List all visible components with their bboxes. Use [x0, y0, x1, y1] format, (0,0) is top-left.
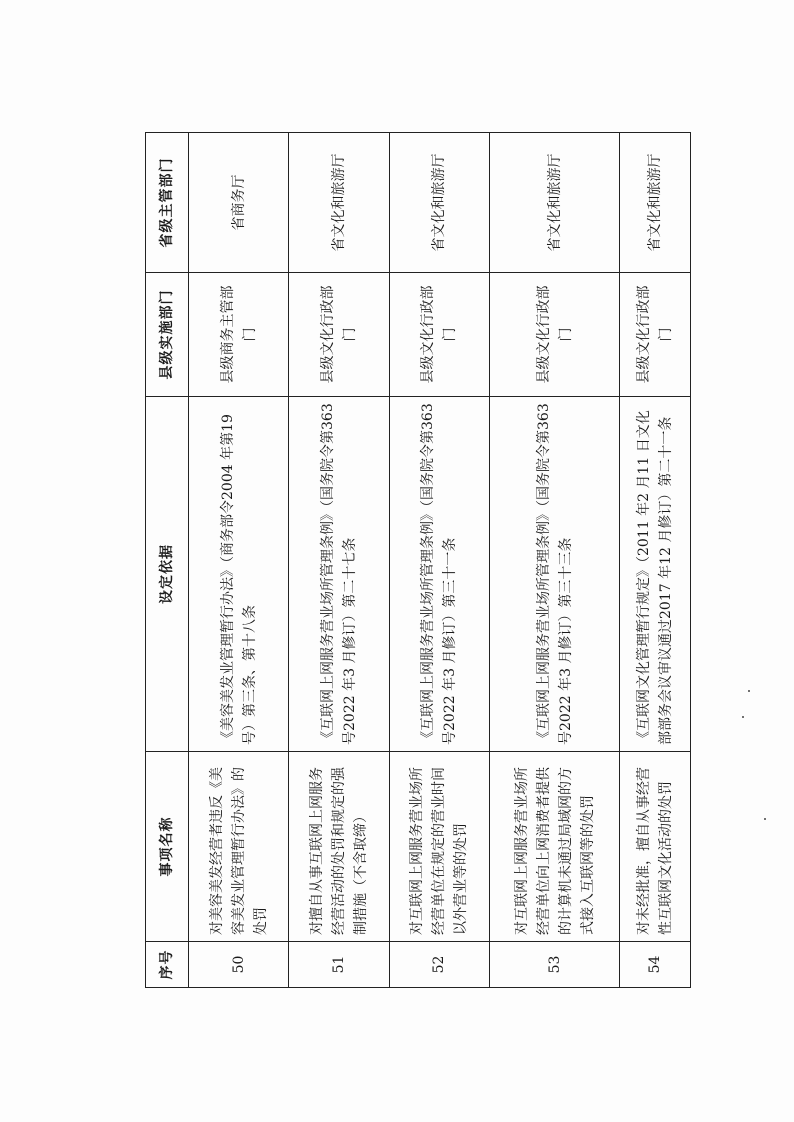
table-row — [289, 133, 389, 988]
table-row — [620, 133, 691, 988]
province-department: 省文化和旅游厅 — [289, 133, 389, 273]
item-name: 对未经批准，擅自从事经营性互联网文化活动的处罚 — [620, 752, 691, 942]
table-row — [490, 133, 620, 988]
scan-speck — [764, 818, 766, 820]
row-number: 53 — [490, 942, 620, 988]
scan-speck — [742, 716, 744, 718]
county-department: 县级文化行政部门 — [389, 273, 489, 397]
legal-basis: 《互联网上网服务营业场所管理条例》（国务院令第363 号2022 年3 月修订）第三十三条 — [490, 397, 620, 752]
county-department: 县级文化行政部门 — [289, 273, 389, 397]
row-number: 51 — [289, 942, 389, 988]
province-department: 省文化和旅游厅 — [620, 133, 691, 273]
header-province: 省级主管部门 — [146, 133, 189, 273]
header-basis: 设定依据 — [146, 397, 189, 752]
legal-basis: 《互联网文化管理暂行规定》（2011 年2 月11 日文化部部务会议审议通过2017 年12 月修订）第二十一条 — [620, 397, 691, 752]
table-row — [189, 133, 289, 988]
table-row — [389, 133, 489, 988]
item-name: 对互联网上网服务营业场所经营单位在规定的营业时间以外营业等的处罚 — [389, 752, 489, 942]
legal-basis: 《互联网上网服务营业场所管理条例》（国务院令第363 号2022 年3 月修订）第二十七条 — [289, 397, 389, 752]
item-name: 对擅自从事互联网上网服务经营活动的处罚和规定的强制措施（不含取缔） — [289, 752, 389, 942]
header-county: 县级实施部门 — [146, 273, 189, 397]
legal-basis: 《美容美发业管理暂行办法》（商务部令2004 年第19 号）第三条、第十八条 — [189, 397, 289, 752]
legal-basis: 《互联网上网服务营业场所管理条例》（国务院令第363 号2022 年3 月修订）第三十一条 — [389, 397, 489, 752]
row-number: 50 — [189, 942, 289, 988]
county-department: 县级商务主管部门 — [189, 273, 289, 397]
county-department: 县级文化行政部门 — [620, 273, 691, 397]
row-number: 52 — [389, 942, 489, 988]
province-department: 省文化和旅游厅 — [490, 133, 620, 273]
row-number: 54 — [620, 942, 691, 988]
county-department: 县级文化行政部门 — [490, 273, 620, 397]
rotated-table-container — [145, 133, 691, 988]
item-name: 对互联网上网服务营业场所经营单位向上网消费者提供的计算机未通过局域网的方式接入互联网等的处罚 — [490, 752, 620, 942]
header-num: 序号 — [146, 942, 189, 988]
province-department: 省商务厅 — [189, 133, 289, 273]
province-department: 省文化和旅游厅 — [389, 133, 489, 273]
enforcement-items-table — [145, 132, 691, 988]
table-header-row — [146, 133, 189, 988]
item-name: 对美容美发经营者违反《美容美发业管理暂行办法》的处罚 — [189, 752, 289, 942]
scan-speck — [748, 690, 750, 692]
header-name: 事项名称 — [146, 752, 189, 942]
